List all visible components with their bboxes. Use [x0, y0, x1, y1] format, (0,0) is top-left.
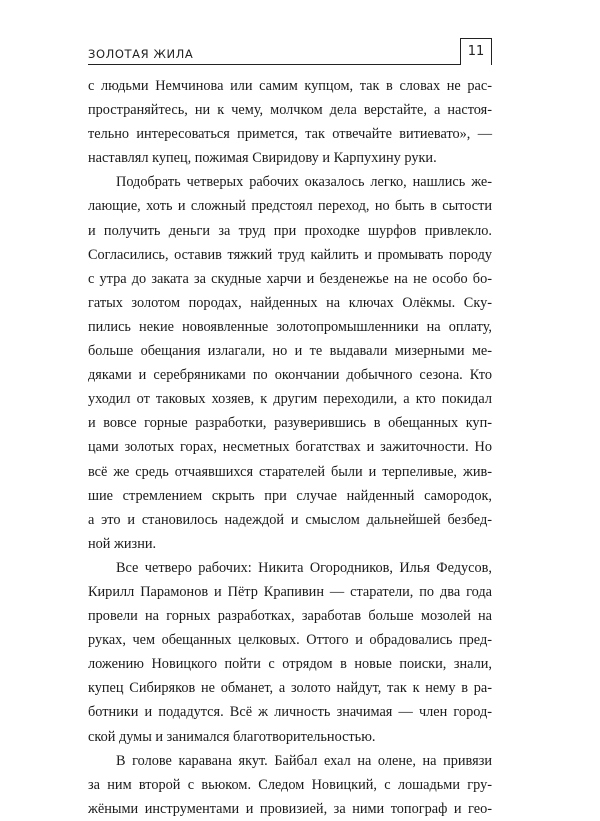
text-line: наставлял купец, пожимая Свиридову и Карпухину руки.: [88, 150, 437, 167]
paragraph: [88, 556, 492, 749]
text-line: и получить деньги за труд при проходке шурфов привлекло.: [88, 222, 492, 239]
text-line: ной жизни.: [88, 535, 157, 552]
page-number: 11: [460, 38, 492, 65]
text-line: Все четверо рабочих: Никита Огородников, Илья Федусов,: [116, 559, 492, 576]
body-text: [88, 74, 492, 821]
running-title: ЗОЛОТАЯ ЖИЛА: [88, 47, 194, 61]
text-line: руках, чем обещанных целковых. Оттого и обрадовались пред-: [88, 632, 492, 649]
text-line: жёными инструментами и провизией, за ними топограф и гео-: [88, 800, 492, 817]
text-line: В голове каравана якут. Байбал ехал на олене, на привязи: [116, 752, 492, 769]
text-line: ложению Новицкого пойти с отрядом в новые поиски, знали,: [88, 656, 492, 673]
paragraph: [88, 74, 492, 170]
text-line: шие стремлением скрыть при случае найденный самородок,: [88, 487, 492, 504]
text-line: Подобрать четверых рабочих оказалось легко, нашлись же-: [116, 174, 492, 191]
text-line: Кирилл Парамонов и Пётр Крапивин — старатели, по два года: [88, 583, 492, 600]
running-head: [88, 46, 492, 65]
text-line: провели на горных разработках, заработав больше мозолей на: [88, 608, 492, 625]
text-line: лающие, хоть и сложный предстоял переход, но быть в сытости: [88, 198, 492, 215]
text-line: цами золотых горах, несметных богатствах и зажиточности. Но: [88, 439, 492, 456]
text-line: дяками и серебряниками по окончании добычного сезона. Кто: [88, 367, 492, 384]
text-line: тельно интересоваться примется, так отвечайте витиевато», —: [88, 126, 492, 143]
text-line: всё же средь отчаявшихся старателей были и терпеливые, жив-: [88, 463, 492, 480]
text-line: ской думы и занимался благотворительностью.: [88, 728, 376, 745]
text-line: Согласились, оставив тяжкий труд кайлить и промывать породу: [88, 246, 492, 263]
paragraph: [88, 170, 492, 556]
text-line: больше обещания излагали, но и те выдавали мизерными ме-: [88, 343, 492, 360]
text-line: ботники и подадутся. Всё ж личность значимая — член город-: [88, 704, 492, 721]
text-line: а это и становилось надеждой и смыслом дальнейшей безбед-: [88, 511, 492, 528]
text-line: купец Сибиряков не обманет, а золото найдут, так к нему в ра-: [88, 680, 492, 697]
text-line: и вовсе горные разработки, разуверившись в обещанных куп-: [88, 415, 492, 432]
text-line: с утра до заката за скудные харчи и безденежье на не особо бо-: [88, 270, 492, 287]
text-line: пились некие новоявленные золотопромышленники на оплату,: [88, 318, 492, 335]
text-line: за ним второй с вьюком. Следом Новицкий, с лошадьми гру-: [88, 776, 492, 793]
text-line: гатых золотом породах, найденных на ключах Олёкмы. Ску-: [88, 294, 492, 311]
text-line: с людьми Немчинова или самим купцом, так в словах не рас-: [88, 78, 492, 94]
text-line: уходил от таковых хозяев, к другим переходили, а кто покидал: [88, 391, 492, 408]
text-line: пространяйтесь, ни к чему, молчком дела верстайте, а настоя-: [88, 102, 492, 119]
paragraph: [88, 749, 492, 821]
